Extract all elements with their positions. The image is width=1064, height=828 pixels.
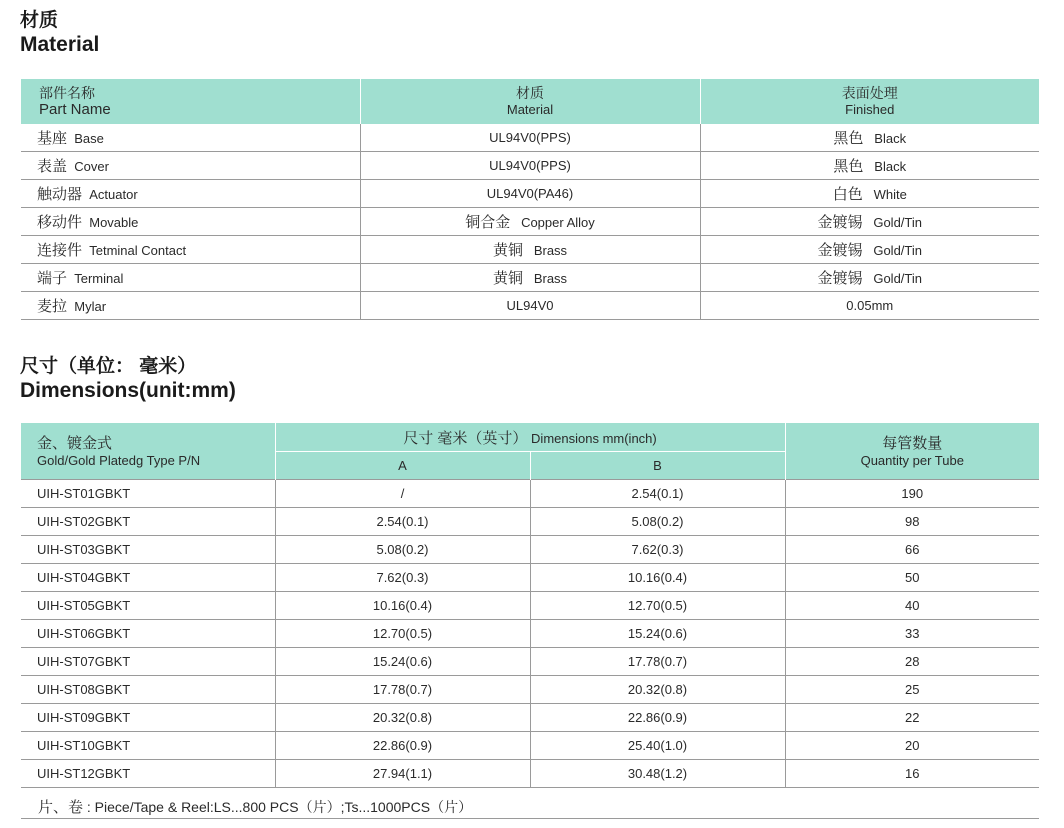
quantity-cell: 22: [785, 704, 1039, 732]
packaging-note: 片、卷 : Piece/Tape & Reel:LS...800 PCS（片）;Ts...1000PCS（片）: [38, 799, 473, 816]
table-row: [21, 564, 1039, 592]
material-cell: 黄铜 Brass: [360, 264, 700, 292]
finish-cell: 金镀锡 Gold/Tin: [700, 236, 1039, 264]
note-divider: [21, 818, 1039, 819]
dim-a-cell: 10.16(0.4): [275, 592, 530, 620]
quantity-cell: 20: [785, 732, 1039, 760]
dim-b-cell: 15.24(0.6): [530, 620, 785, 648]
table-row: [21, 236, 1039, 264]
part-number-cell: UIH-ST03GBKT: [21, 536, 275, 564]
dim-b-cell: 5.08(0.2): [530, 508, 785, 536]
table-row: [21, 732, 1039, 760]
table-row: [21, 648, 1039, 676]
header-material: 材质 Material: [360, 79, 700, 124]
table-row: [21, 676, 1039, 704]
material-table-header: [21, 79, 1039, 124]
table-row: [21, 480, 1039, 508]
part-number-cell: UIH-ST04GBKT: [21, 564, 275, 592]
part-number-cell: UIH-ST12GBKT: [21, 760, 275, 788]
material-cell: UL94V0(PPS): [360, 124, 700, 152]
part-name-cell: 基座 Base: [21, 124, 360, 152]
material-cell: UL94V0: [360, 292, 700, 320]
dim-a-cell: 20.32(0.8): [275, 704, 530, 732]
part-name-cell: 麦拉 Mylar: [21, 292, 360, 320]
material-title-en: Material: [20, 33, 100, 56]
finish-cell: 黑色 Black: [700, 152, 1039, 180]
header-quantity: 每管数量 Quantity per Tube: [785, 423, 1039, 480]
part-number-cell: UIH-ST06GBKT: [21, 620, 275, 648]
dim-a-cell: 12.70(0.5): [275, 620, 530, 648]
part-number-cell: UIH-ST10GBKT: [21, 732, 275, 760]
material-cell: UL94V0(PA46): [360, 180, 700, 208]
table-row: [21, 536, 1039, 564]
dimensions-title-zh: 尺寸（单位： 毫米）: [20, 356, 197, 377]
dim-a-cell: 5.08(0.2): [275, 536, 530, 564]
header-col-b: B: [530, 452, 785, 480]
quantity-cell: 28: [785, 648, 1039, 676]
dim-b-cell: 2.54(0.1): [530, 480, 785, 508]
table-row: [21, 208, 1039, 236]
material-cell: 黄铜 Brass: [360, 236, 700, 264]
dim-b-cell: 17.78(0.7): [530, 648, 785, 676]
dim-a-cell: 17.78(0.7): [275, 676, 530, 704]
table-row: [21, 124, 1039, 152]
part-number-cell: UIH-ST07GBKT: [21, 648, 275, 676]
dim-a-cell: 27.94(1.1): [275, 760, 530, 788]
header-part-number: 金、镀金式 Gold/Gold Platedg Type P/N: [21, 423, 275, 480]
part-name-cell: 连接件 Tetminal Contact: [21, 236, 360, 264]
finish-cell: 金镀锡 Gold/Tin: [700, 208, 1039, 236]
header-col-a: A: [275, 452, 530, 480]
dim-b-cell: 22.86(0.9): [530, 704, 785, 732]
quantity-cell: 40: [785, 592, 1039, 620]
table-row: [21, 152, 1039, 180]
part-name-cell: 移动件 Movable: [21, 208, 360, 236]
part-number-cell: UIH-ST09GBKT: [21, 704, 275, 732]
table-row: [21, 620, 1039, 648]
dim-b-cell: 12.70(0.5): [530, 592, 785, 620]
part-number-cell: UIH-ST05GBKT: [21, 592, 275, 620]
dimensions-table: [21, 423, 1039, 788]
header-dimensions: 尺寸 毫米（英寸） Dimensions mm(inch): [275, 423, 785, 452]
dim-a-cell: 2.54(0.1): [275, 508, 530, 536]
table-row: [21, 292, 1039, 320]
part-name-cell: 端子 Terminal: [21, 264, 360, 292]
dim-a-cell: 22.86(0.9): [275, 732, 530, 760]
dim-a-cell: /: [275, 480, 530, 508]
dim-a-cell: 7.62(0.3): [275, 564, 530, 592]
finish-cell: 黑色 Black: [700, 124, 1039, 152]
part-number-cell: UIH-ST01GBKT: [21, 480, 275, 508]
quantity-cell: 66: [785, 536, 1039, 564]
table-row: [21, 760, 1039, 788]
dim-b-cell: 25.40(1.0): [530, 732, 785, 760]
material-title-zh: 材质: [20, 10, 59, 31]
quantity-cell: 50: [785, 564, 1039, 592]
material-section-title: [20, 10, 99, 58]
part-name-cell: 表盖 Cover: [21, 152, 360, 180]
quantity-cell: 25: [785, 676, 1039, 704]
table-row: [21, 180, 1039, 208]
dimensions-section-title: [20, 356, 236, 404]
quantity-cell: 33: [785, 620, 1039, 648]
part-number-cell: UIH-ST08GBKT: [21, 676, 275, 704]
quantity-cell: 98: [785, 508, 1039, 536]
header-part-name: 部件名称 Part Name: [21, 79, 360, 124]
part-name-cell: 触动器 Actuator: [21, 180, 360, 208]
dimensions-title-en: Dimensions(unit:mm): [20, 379, 236, 402]
finish-cell: 金镀锡 Gold/Tin: [700, 264, 1039, 292]
dim-b-cell: 30.48(1.2): [530, 760, 785, 788]
quantity-cell: 16: [785, 760, 1039, 788]
header-finished: 表面处理 Finished: [700, 79, 1039, 124]
finish-cell: 0.05mm: [700, 292, 1039, 320]
dim-a-cell: 15.24(0.6): [275, 648, 530, 676]
table-row: [21, 508, 1039, 536]
material-cell: UL94V0(PPS): [360, 152, 700, 180]
material-table: [21, 79, 1039, 320]
table-row: [21, 704, 1039, 732]
material-cell: 铜合金 Copper Alloy: [360, 208, 700, 236]
part-number-cell: UIH-ST02GBKT: [21, 508, 275, 536]
finish-cell: 白色 White: [700, 180, 1039, 208]
table-row: [21, 264, 1039, 292]
dim-b-cell: 7.62(0.3): [530, 536, 785, 564]
dim-b-cell: 20.32(0.8): [530, 676, 785, 704]
quantity-cell: 190: [785, 480, 1039, 508]
table-row: [21, 592, 1039, 620]
dim-b-cell: 10.16(0.4): [530, 564, 785, 592]
